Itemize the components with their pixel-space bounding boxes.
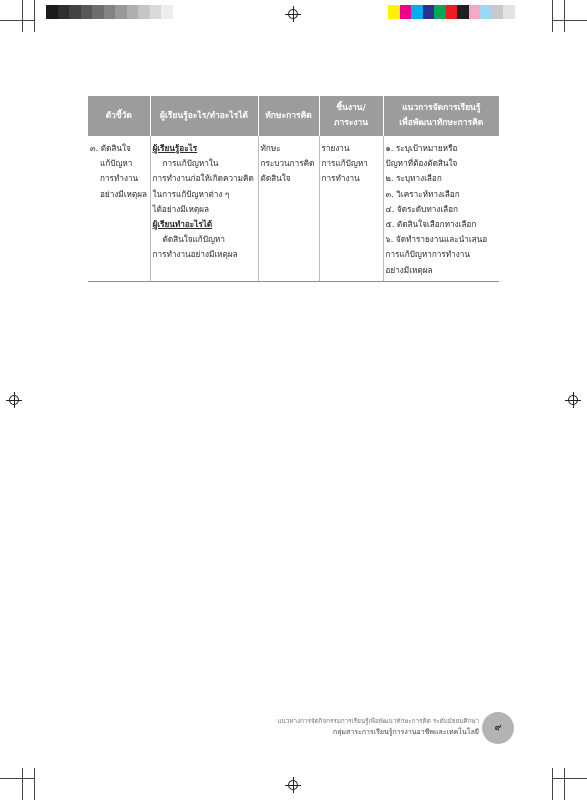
page-number: ๙ (482, 712, 514, 744)
crop-mark (22, 768, 23, 800)
registration-mark-icon (6, 392, 22, 408)
cell-skills: ทักษะ กระบวนการคิด ตัดสินใจ (258, 136, 319, 281)
table-row (88, 136, 499, 281)
crop-mark (0, 20, 34, 21)
grayscale-swatch (46, 5, 58, 19)
color-swatch (492, 5, 504, 19)
cell-learning: ผู้เรียนรู้อะไร การแก้ปัญหาใน การทำงานก่อให้เกิดความคิด ในการแก้ปัญหาต่าง ๆ ได้อย่างมีเหตุผล ผู้เรียนทำอะไรได้ ตัดสินใจแก้ปัญหา การทำงานอย่างมีเหตุผล (150, 136, 258, 281)
grayscale-swatch (127, 5, 139, 19)
crop-mark (34, 0, 35, 32)
crop-mark (552, 0, 553, 32)
color-bar (388, 5, 515, 19)
grayscale-swatch (173, 5, 185, 19)
color-swatch (411, 5, 423, 19)
cell-approach: ๑. ระบุเป้าหมายหรือ ปัญหาที่ต้องตัดสินใจ ๒. ระบุทางเลือก ๓. วิเคราะห์ทางเลือก ๔. จัดระดับทางเลือก ๕. ตัดสินใจเลือกทางเลือก ๖. จัดทำรายงานและนำเสนอ การแก้ปัญหาการทำงาน อย่างมีเหตุผล (383, 136, 499, 281)
grayscale-swatch (161, 5, 173, 19)
color-swatch (400, 5, 412, 19)
color-swatch (434, 5, 446, 19)
header-thinking-skill: ทักษะการคิด (258, 96, 319, 136)
grayscale-swatch (115, 5, 127, 19)
header-learning: ผู้เรียนรู้อะไร/ทำอะไรได้ (150, 96, 258, 136)
registration-mark-icon (285, 6, 301, 22)
grayscale-swatch (81, 5, 93, 19)
grayscale-swatch (138, 5, 150, 19)
grayscale-swatch (150, 5, 162, 19)
color-swatch (480, 5, 492, 19)
crop-mark (34, 768, 35, 800)
color-swatch (469, 5, 481, 19)
crop-mark (552, 768, 553, 800)
color-swatch (388, 5, 400, 19)
lesson-table (88, 96, 499, 282)
crop-mark (553, 20, 587, 21)
crop-mark (564, 0, 565, 32)
grayscale-bar (46, 5, 184, 19)
crop-mark (0, 778, 34, 779)
crop-mark (22, 0, 23, 32)
grayscale-swatch (58, 5, 70, 19)
footer-subject: กลุ่มสาระการเรียนรู้การงานอาชีพและเทคโนโลยี (332, 728, 479, 736)
color-swatch (446, 5, 458, 19)
header-approach: แนวการจัดการเรียนรู้ เพื่อพัฒนาทักษะการคิด (383, 96, 499, 136)
table-header-row (88, 96, 499, 136)
color-swatch (423, 5, 435, 19)
registration-mark-icon (285, 777, 301, 793)
crop-mark (564, 768, 565, 800)
crop-mark (553, 778, 587, 779)
grayscale-swatch (92, 5, 104, 19)
grayscale-swatch (104, 5, 116, 19)
color-swatch (503, 5, 515, 19)
grayscale-swatch (69, 5, 81, 19)
cell-tasks: รายงาน การแก้ปัญหา การทำงาน (319, 136, 383, 281)
header-indicator: ตัวชี้วัด (88, 96, 150, 136)
registration-mark-icon (565, 392, 581, 408)
cell-indicator: ๓. ตัดสินใจ แก้ปัญหา การทำงาน อย่างมีเหตุผล (88, 136, 150, 281)
color-swatch (457, 5, 469, 19)
header-task: ชิ้นงาน/ ภาระงาน (319, 96, 383, 136)
footer-book-title: แนวทางการจัดกิจกรรมการเรียนรู้เพื่อพัฒนาทักษะการคิด ระดับมัธยมศึกษา (277, 718, 479, 725)
